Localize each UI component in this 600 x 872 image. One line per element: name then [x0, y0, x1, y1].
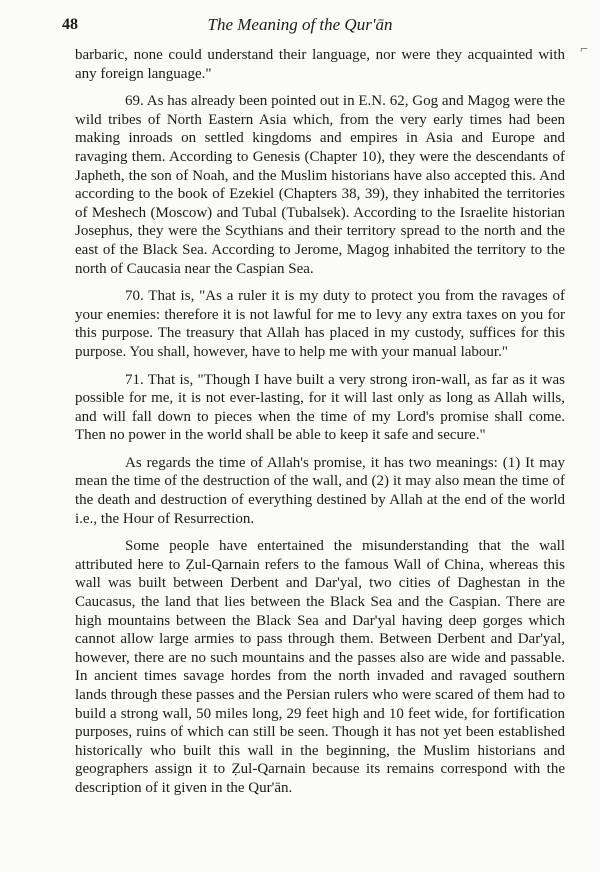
paragraph-promise: As regards the time of Allah's promise, it has two meanings: (1) It may mean the time of the destruction of the wall, and (2) it may also mean the time of the death and destruction of everything destined by Allah at the end of the world i.e., the Hour of Resurrection.: [75, 454, 565, 527]
margin-mark: ⌐: [580, 42, 588, 57]
running-title: The Meaning of the Qur'ān: [207, 15, 393, 34]
note-70: 70. That is, "As a ruler it is my duty to protect you from the ravages of your enemies: therefore it is not lawful for me to levy any extra taxes on you for this purpose. The treasury that Allah has placed in my custody, suffices for this purpose. You shall, however, have to help me with your manual labour.": [75, 288, 565, 360]
note-69: 69. As has already been pointed out in E.N. 62, Gog and Magog were the wild tribes of North Eastern Asia which, from the very early times had been making inroads on settled kingdoms and empires in Asia and Europe and ravaging them. According to Genesis (Chapter 10), they were the descendants of Japheth, the son of Noah, and the Muslim historians have also accepted this. And according to the book of Ezekiel (Chapters 38, 39), they inhabited the territories of Meshech (Moscow) and Tubal (Tubalsek). According to the Israelite historian Josephus, they were the Scythians and their territory spread to the north and the east of the Black Sea. According to Jerome, Magog inhabited the territory to the north of Caucasia near the Caspian Sea.: [75, 93, 565, 277]
body-text: [75, 46, 565, 798]
paragraph-continuation: barbaric, none could understand their language, nor were they acquainted with any foreign language.": [75, 47, 565, 82]
paragraph-wall: Some people have entertained the misunderstanding that the wall attributed here to Ẓul-Qarnain refers to the famous Wall of China, whereas this wall was built between Derbent and Dar'yal, two cities of Daghestan in the Caucasus, the land that lies between the Black Sea and the Caspian. There are high mountains between the Black Sea and Dar'yal having deep gorges which cannot allow large armies to pass through them. Between Derbent and Dar'yal, however, there are no such mountains and the passes also are wide and passable. In ancient times savage hordes from the north invaded and ravaged southern lands through these passes and the Persian rulers who were scared of them had to build a strong wall, 50 miles long, 29 feet high and 10 feet wide, for fortification purposes, ruins of which can still be seen. Though it has not yet been established historically who built this wall in the beginning, the Muslim historians and geographers assign it to Ẓul-Qarnain because its remains correspond with the description of it given in the Qur'ān.: [75, 538, 565, 796]
page-number: 48: [62, 16, 78, 33]
note-71: 71. That is, "Though I have built a very strong iron-wall, as far as it was possible for me, it is not ever-lasting, for it will last only as long as Allah wills, and will fall down to pieces when the time of my Lord's promise shall come. Then no power in the world shall be able to keep it safe and secure.": [75, 371, 565, 444]
